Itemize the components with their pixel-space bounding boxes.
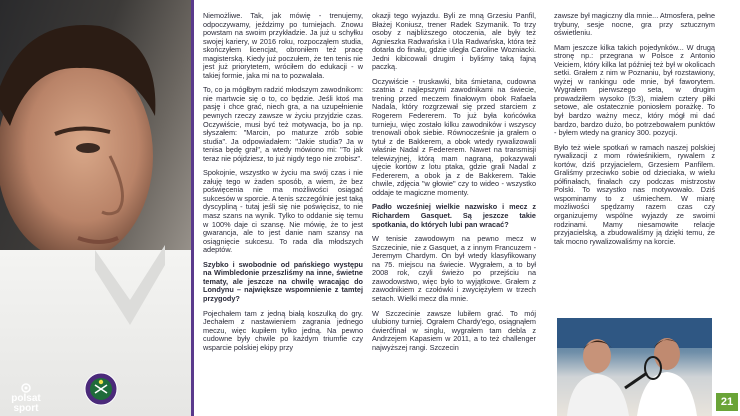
interview-question: Szybko i swobodnie od pańskiego występu na Wimbledonie przeszliśmy na inne, świetne tematy, ale jeszcze na chwilę wracając do Londynu – największe wspomnienie z tamtej przygody? [203, 259, 363, 303]
paragraph: W tenisie zawodowym na pewno mecz w Szczecinie, nie z Gasquet, a z innym Francuzem - Jeremym Chardym. On był wtedy klasyfikowany na 75. miejscu na świecie. Wygrałem, a to był 2008 rok, czyli świeżo po przejściu na zawodowstwo, więc było to wyjątkowe. Grałem z zawodnikiem z czołówki i zwyciężyłem w trzech setach. Wielki mecz dla mnie. [372, 234, 536, 303]
interview-question: Padło wcześniej wielkie nazwisko i mecz z Richardem Gasquet. Są jeszcze takie spotkania, do których lubi pan wracać? [372, 202, 536, 229]
paragraph: zawsze był magiczny dla mnie... Atmosfera, pełne trybuny, sesje nocne, gra przy sztucznym oświetleniu. [554, 11, 716, 38]
polsat-word: polsat [11, 393, 41, 404]
paragraph: W Szczecinie zawsze lubiłem grać. To mój ulubiony turniej. Ograłem Chardy'ego, osiągnąłem ćwierćfinał w singlu, wygrałem tam debla z Andrzejem Kapasiem w 2011, a to też challenger najwyższej rangi. Szczecin [372, 308, 536, 352]
paragraph: Pojechałem tam z jedną białą koszulką do gry. Jechałem z nastawieniem zagrania jednego meczu, więc kupiłem tylko jedną. Na pewno cudowne były chwile po każdym triumfie czy wsparcie polskiej ekipy przy [203, 308, 363, 352]
two-players-illustration [557, 318, 712, 416]
article-column-3 [554, 12, 715, 252]
page-number-badge: 21 [716, 393, 738, 411]
wimbledon-logo-icon [84, 372, 118, 406]
paragraph: Mam jeszcze kilka takich pojedynków... W drugą stronę np.: przegrana w Polsce z Antonio Veiciem, który kilka lat później też był w okolicach setki. Grałem z nim w Poznaniu, był rozstawiony, wyżej w rankingu ode mnie, był faworytem. Wygrałem pierwszego seta, w drugim prowadziłem wysoko (5:3), miałem cztery piłki setowe, ale ostatecznie poniosłem porażkę. To był bardzo ważny mecz, który mógł mi dać bardzo, bardzo dużo, bo potrzebowałem punktów - byłem wtedy na granicy 300. pozycji. [554, 42, 715, 138]
sport-word: sport [13, 403, 39, 414]
shirt-collar [95, 240, 165, 330]
polsat-sun-icon [21, 383, 31, 393]
article-column-1 [203, 12, 363, 358]
paragraph: Oczywiście - truskawki, bita śmietana, cudowna szatnia z najlepszymi zawodnikami na świecie, trening przed meczem finałowym obok Rafaela Nadala, który rozgrzewał się przed starciem z Rogerem Federerem. To już była końcówka turnieju, więc zostało kilku zawodników i wszyscy trenowali obok siebie. Równocześnie ja grałem o tytuł z de Bakkerem, a obok wtedy rywalizowali właśnie Nadal z Federerem. Nawet na transmisji telewizyjnej, którą mam nagraną, pokazywali ujęcie kortów z lotu ptaka, gdzie grali Nadal z Federerem, a obok ja z de Bakkerem. Takie chwile, zdjęcia "w głowie" czy to wideo - wszystko oddaje te magiczne momenty. [372, 76, 536, 197]
paragraph: okazji tego wyjazdu. Byli ze mną Grzesiu Panfil, Błażej Koniusz, trener Radek Szymanik. To trzy osoby z najbliższego otoczenia, ale były też Agnieszka Radwańska i Ula Radwańska, która też dotarła do finału, gdzie uległa Caroline Wozniacki. Jedni kibicowali drugim i byliśmy taką fajną paczką. [372, 11, 536, 72]
paragraph: Było też wiele spotkań w ramach naszej polskiej rywalizacji z mom rówieśnikiem, rywalem z kortów, dziś przyjacielem, Grzesiem Panfilem. Graliśmy przeciwko sobie od dzieciaka, w wielu półfinałach, finałach czy podczas mistrzostw Polski. To wszystko nas motywowało. Dziś wspominamy to z uśmiechem. W miarę możliwości spędzamy razem czas czy organizujemy wspólne wyjazdy ze swoimi rodzinami. Mamy niesamowite relacje przyjacielską, a zbudowaliśmy ją dzięki temu, że tak mocno rywalizowaliśmy na korcie. [554, 142, 715, 246]
paragraph: Niemożliwe. Tak, jak mówię - trenujemy, odpoczywamy, jeździmy po turniejach. Znowu powstam na swoim przykładzie. Ja już u schyłku swojej kariery, w 2016 roku, rozpocząłem studia, skończyłem licencjat, obroniłem też pracę magisterską. Kiedy już poczułem, że ten tenis nie jest już priorytetem, wróciłem do edukacji - w takiej formie, jaka mi na to pozwalała. [203, 11, 363, 80]
article-column-2 [372, 12, 536, 358]
accent-stripe [191, 0, 194, 416]
paragraph: To, co ja mógłbym radzić młodszym zawodnikom: nie martwcie się o to, co będzie. Jeśli ktoś ma pasję i chce grać, niech gra, a na uzupełnienie pewnych rzeczy zawsze w życiu przyjdzie czas. Oczywiście, musi być też motywacja, bo ja np. słyszałem: "Marcin, po maturze zrób sobie studia". Ja odpowiadałem: "Jakie studia? Ja w tenisa będę grał", a wtedy mówiono mi: "To jak teraz nie pójdziesz, to już nigdy tego nie zrobisz". [203, 85, 363, 163]
polsat-sport-logo [8, 383, 44, 414]
player-portrait [0, 0, 191, 416]
doubles-team-photo [557, 318, 712, 416]
paragraph: Spokojnie, wszystko w życiu ma swój czas i nie załuję tego w żaden sposób, a wiem, że bez poświęcenia nie ma możliwości osiągać sukcesów w sporcie. A tenis szczególnie jest taką dyscypliną - tutaj jeśli się nie poświęcisz, to nie masz szans na wynik. Tylko to oddanie się temu w 100% daje ci szansę. Nie mówię, że to jest gwarancja, ale to jest danie nam szansy na osiągnięcie sukcesu. To rada dla młodszych adeptów. [203, 168, 363, 255]
